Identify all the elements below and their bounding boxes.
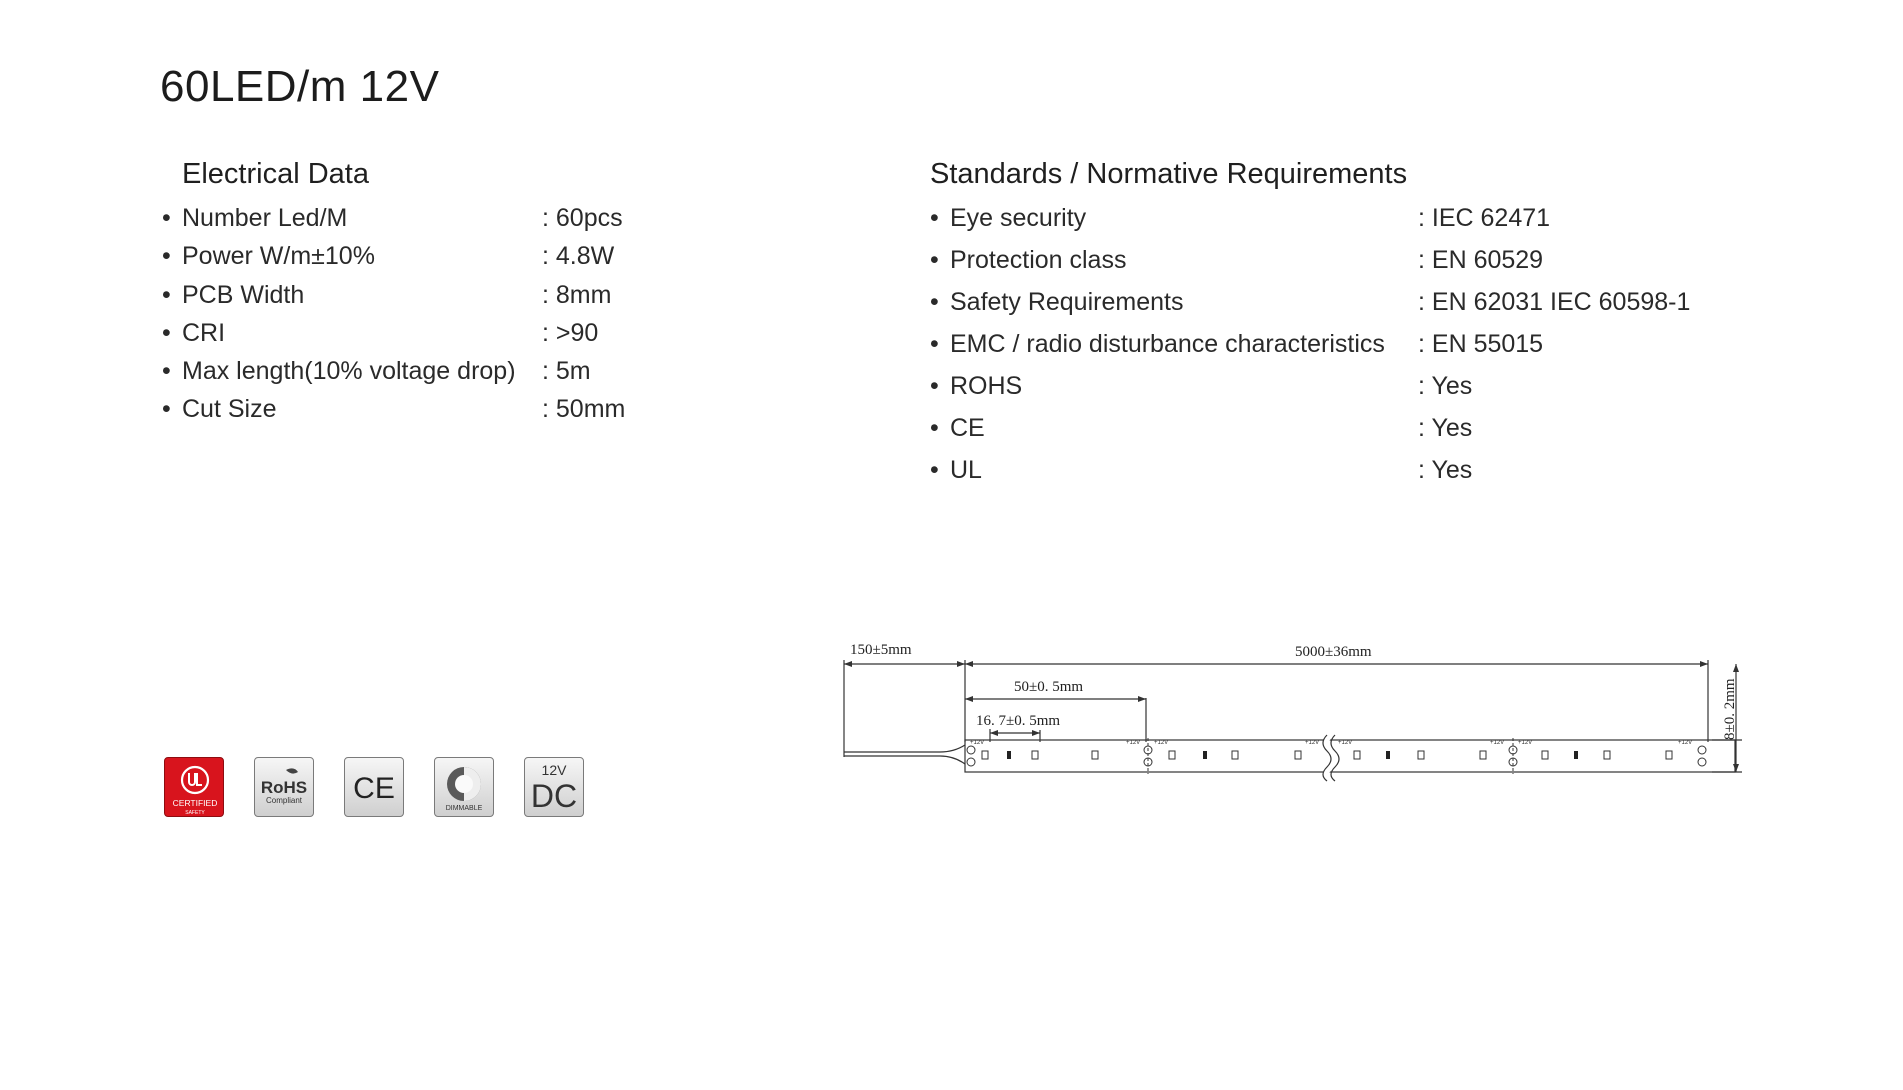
list-item: • CRI : >90 bbox=[162, 318, 599, 347]
list-item: • PCB Width : 8mm bbox=[162, 280, 612, 309]
row-value: : 4.8W bbox=[542, 242, 615, 271]
led-strip-dimension-drawing bbox=[830, 632, 1770, 792]
row-label: UL bbox=[950, 456, 982, 484]
pad-label: +12V bbox=[1305, 740, 1320, 746]
row-value: : 50mm bbox=[542, 395, 626, 424]
row-value: : Yes bbox=[1418, 456, 1473, 484]
row-label: CRI bbox=[182, 318, 226, 347]
pad-label: +12V bbox=[1338, 740, 1353, 746]
row-value: : 5m bbox=[542, 357, 591, 386]
strip-width-label: 8±0. 2mm bbox=[1722, 678, 1738, 740]
page-title: 60LED/m 12V bbox=[160, 62, 440, 111]
list-item: • UL : Yes bbox=[930, 456, 1473, 484]
row-value: : IEC 62471 bbox=[1418, 204, 1551, 232]
row-value: : Yes bbox=[1418, 372, 1473, 400]
rohs-compliant-badge bbox=[254, 757, 314, 817]
dimmable-badge bbox=[434, 757, 494, 817]
pad-label: +12V bbox=[1490, 740, 1505, 746]
ce-badge bbox=[344, 757, 404, 817]
dimmable-text: DIMMABLE bbox=[445, 805, 483, 812]
row-label: Protection class bbox=[950, 246, 1127, 274]
lead-length-label: 150±5mm bbox=[850, 642, 912, 658]
cut-length-label: 50±0. 5mm bbox=[1014, 679, 1084, 695]
pad-label: +12V bbox=[1154, 740, 1169, 746]
ce-mark-text: CE bbox=[353, 772, 395, 805]
12v-dc-badge bbox=[524, 757, 584, 817]
row-value: : >90 bbox=[542, 318, 599, 347]
list-item: • Safety Requirements : EN 62031 IEC 60598-1 bbox=[930, 288, 1691, 316]
pad-label: +12V bbox=[1518, 740, 1533, 746]
pad-label: +12V bbox=[1678, 740, 1693, 746]
row-label: CE bbox=[950, 414, 985, 442]
list-item: • Max length(10% voltage drop) : 5m bbox=[162, 357, 591, 386]
list-item: • Number Led/M : 60pcs bbox=[162, 204, 623, 232]
row-value: : 8mm bbox=[542, 280, 612, 309]
voltage-text: 12V bbox=[541, 762, 567, 778]
led-pitch-label: 16. 7±0. 5mm bbox=[976, 713, 1061, 729]
ul-certified-badge bbox=[164, 757, 224, 817]
list-item: • EMC / radio disturbance characteristics : EN 55015 bbox=[930, 330, 1544, 358]
list-item: • Eye security : IEC 62471 bbox=[930, 204, 1551, 232]
ul-logo-icon bbox=[165, 758, 224, 817]
electrical-data-list bbox=[162, 204, 682, 434]
row-label: Power W/m±10% bbox=[182, 242, 375, 271]
row-label: Number Led/M bbox=[182, 204, 348, 232]
ul-certified-text: CERTIFIED bbox=[172, 798, 218, 808]
dc-text: DC bbox=[530, 778, 578, 814]
row-label: PCB Width bbox=[182, 280, 305, 309]
standards-list bbox=[930, 204, 1730, 498]
row-value: : 60pcs bbox=[542, 204, 623, 232]
ul-safety-text: SAFETY bbox=[185, 810, 205, 816]
row-label: Eye security bbox=[950, 204, 1087, 232]
row-label: EMC / radio disturbance characteristics bbox=[950, 330, 1385, 358]
leaf-icon bbox=[286, 768, 298, 773]
row-label: ROHS bbox=[950, 372, 1023, 400]
rohs-text: RoHS bbox=[260, 778, 308, 797]
pad-label: +12V bbox=[970, 740, 985, 746]
list-item: • Power W/m±10% : 4.8W bbox=[162, 242, 615, 271]
list-item: • Cut Size : 50mm bbox=[162, 395, 626, 424]
rohs-compliant-text: Compliant bbox=[265, 796, 303, 805]
list-item: • CE : Yes bbox=[930, 414, 1473, 442]
dimmer-icon bbox=[447, 767, 481, 801]
row-label: Safety Requirements bbox=[950, 288, 1184, 316]
row-label: Max length(10% voltage drop) bbox=[182, 357, 516, 386]
strip-length-label: 5000±36mm bbox=[1295, 644, 1372, 660]
electrical-data-heading: Electrical Data bbox=[182, 158, 369, 190]
row-label: Cut Size bbox=[182, 395, 277, 424]
standards-heading: Standards / Normative Requirements bbox=[930, 158, 1408, 190]
row-value: : Yes bbox=[1418, 414, 1473, 442]
list-item: • ROHS : Yes bbox=[930, 372, 1473, 400]
list-item: • Protection class : EN 60529 bbox=[930, 246, 1544, 274]
pad-label: +12V bbox=[1126, 740, 1141, 746]
row-value: : EN 55015 bbox=[1418, 330, 1544, 358]
row-value: : EN 62031 IEC 60598-1 bbox=[1418, 288, 1691, 316]
row-value: : EN 60529 bbox=[1418, 246, 1544, 274]
